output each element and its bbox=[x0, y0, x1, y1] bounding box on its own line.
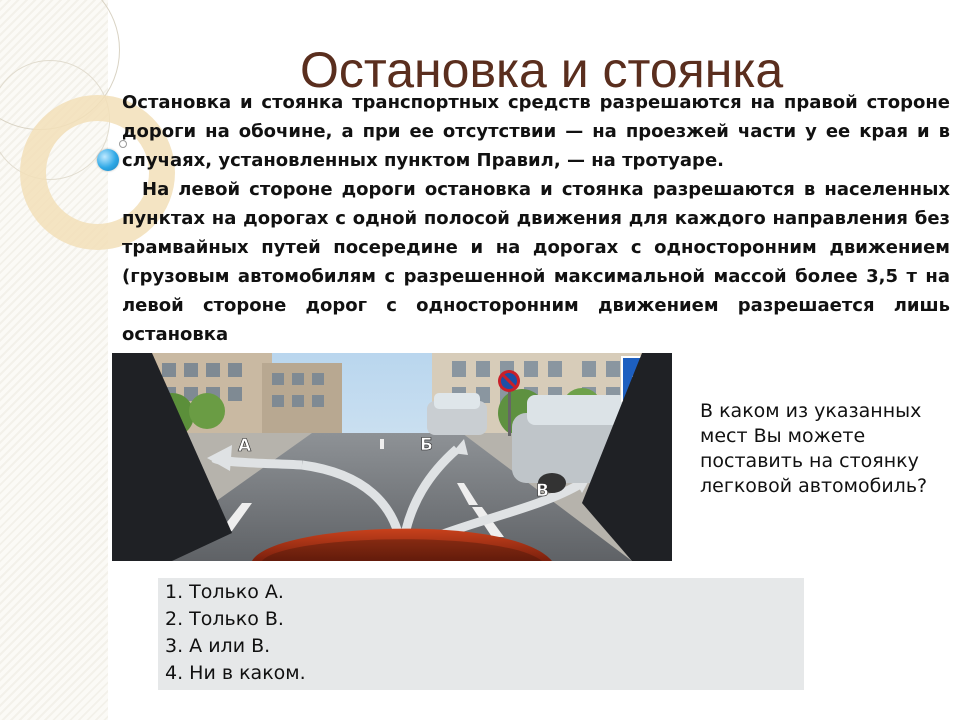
answer-option-4[interactable]: 4. Ни в каком. bbox=[165, 662, 306, 684]
parked-car-center bbox=[427, 393, 487, 435]
label-a: А bbox=[238, 436, 252, 456]
answers-box bbox=[158, 578, 804, 690]
answer-option-1[interactable]: 1. Только А. bbox=[165, 581, 284, 603]
paragraph-right-side: Остановка и стоянка транспортных средств разрешаются на правой стороне дороги на обочине, а при ее отсутствии — на проезжей части у ее края и в случаях, установленных пунктом Правил, — на тротуаре. bbox=[122, 92, 950, 171]
paragraph-left-side: На левой стороне дороги остановка и стоянка разрешаются в населенных пунктах на дорогах с одной полосой движения для каждого направления без трамвайных путей посередине и на дорогах с односторонним движением (грузовым автомобилям с разрешенной максимальной массой более 3,5 т на левой стороне дорог с односторонним движением разрешается лишь остановка bbox=[122, 179, 950, 345]
answer-option-2[interactable]: 2. Только В. bbox=[165, 608, 284, 630]
bullet-dot-icon bbox=[97, 149, 119, 171]
answer-option-3[interactable]: 3. А или В. bbox=[165, 635, 271, 657]
road-illustration bbox=[112, 353, 672, 561]
label-v: В bbox=[536, 481, 549, 501]
slide-body-text bbox=[122, 88, 950, 349]
slide-title: Остановка и стоянка bbox=[300, 42, 784, 98]
question-text: В каком из указанных мест Вы можете поставить на стоянку легковой автомобиль? bbox=[700, 400, 928, 497]
label-b: Б bbox=[420, 435, 433, 455]
